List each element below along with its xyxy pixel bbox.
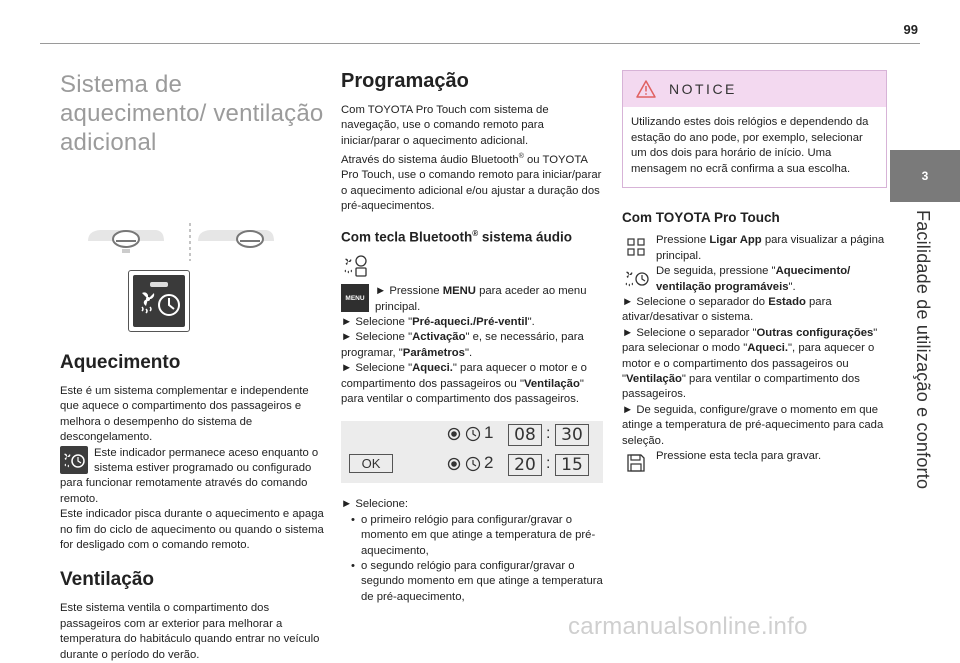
- watermark: carmanualsonline.info: [568, 613, 808, 640]
- pro-touch-step-5: ► De seguida, configure/grave o momento em que atinge a temperatura de pré-aquecimento para cada seleção.: [622, 403, 884, 447]
- preheat-timer-tile: [128, 270, 190, 332]
- clock-icon: [465, 426, 481, 442]
- chapter-number: 3: [921, 169, 929, 183]
- fan-clock-icon[interactable]: [622, 266, 650, 290]
- chapter-tab[interactable]: [890, 150, 960, 202]
- timer-display-panel: [341, 421, 603, 483]
- heating-icon-holder: [622, 264, 650, 292]
- list-item: • o primeiro relógio para configurar/gravar o momento em que atinge a temperatura de pré-aquecimento,: [351, 513, 604, 559]
- heating-paragraph-3: Este indicador pisca durante o aquecimento e apaga no fim do ciclo de aquecimento ou quando o sistema for desligado com o comando remoto.: [60, 508, 324, 552]
- pro-touch-step-4: ► Selecione o separador "Outras configurações" para selecionar o modo "Aqueci.", para aquecer o motor e o compartimento dos passageiros ou "Ventilação" para ventilar o compartimento dos passageiros.: [622, 326, 878, 401]
- chapter-title: Facilidade de utilização e conforto: [913, 210, 933, 490]
- fan-clock-icon: [136, 281, 182, 321]
- bluetooth-audio-heading: Com tecla Bluetooth® sistema áudio: [341, 228, 572, 245]
- step-preheat: ► Selecione "Pré-aqueci./Pré-ventil".: [341, 315, 535, 328]
- programming-heading: Programação: [341, 70, 469, 92]
- radio-dot-icon: [447, 427, 461, 441]
- ventilation-heading: Ventilação: [60, 569, 154, 591]
- timer-1-number: 1: [484, 423, 494, 443]
- pro-touch-step-1: Pressione Ligar App para visualizar a página principal.: [656, 234, 885, 262]
- notice-text: Utilizando estes dois relógios e dependendo da estação do ano pode, por exemplo, selecionar um dos dois para horário de início. Uma mensagem no ecrã confirma a sua escolha.: [631, 116, 869, 175]
- step-menu: ► Pressione MENU para aceder ao menu principal.: [375, 285, 587, 313]
- ventilation-paragraph: Este sistema ventila o compartimento dos passageiros com ar exterior para melhorar a temperatura do habitáculo quando entrar no veículo durante o período do verão.: [60, 602, 320, 661]
- chapter-sidebar: [890, 0, 960, 640]
- programming-intro-2: Através do sistema áudio Bluetooth® ou TOYOTA Pro Touch, use o comando remoto para iniciar/parar o aquecimento adicional e/ou ajustar a duração dos pré-aquecimentos.: [341, 153, 602, 213]
- heating-heading: Aquecimento: [60, 352, 181, 373]
- timer-2-colon: :: [546, 455, 551, 473]
- step-heating-mode: ► Selecione "Aqueci." para aquecer o motor e o compartimento dos passageiros ou "Ventilação" para ventilar o compartimento dos passageiros.: [341, 362, 587, 405]
- fan-clock-icon: [341, 253, 369, 279]
- section-title: Sistema de aquecimento/ ventilação adicional: [60, 71, 324, 156]
- page-number: 99: [903, 22, 918, 37]
- pro-touch-step-2: De seguida, pressione "Aquecimento/ ventilação programáveis".: [656, 265, 851, 293]
- programming-intro-1: Com TOYOTA Pro Touch com sistema de navegação, use o comando remoto para iniciar/parar o aquecimento adicional.: [341, 104, 549, 147]
- column-2: [341, 70, 604, 605]
- heating-app-icon-holder: [341, 252, 369, 280]
- warning-triangle-icon: [635, 79, 657, 99]
- clock-icon: [465, 456, 481, 472]
- step-activation: ► Selecione "Activação" e, se necessário, para programar, "Parâmetros".: [341, 331, 584, 359]
- timer-1-hours[interactable]: 08: [508, 424, 542, 446]
- apps-icon-holder: [622, 233, 650, 261]
- list-item: • o segundo relógio para configurar/gravar o segundo momento em que atinge a temperatura de pré-aquecimento,: [351, 559, 604, 605]
- timer-2-minutes[interactable]: 15: [555, 454, 589, 476]
- ok-button[interactable]: OK: [349, 454, 393, 473]
- save-icon-holder: [622, 449, 650, 477]
- pro-touch-step-6: Pressione esta tecla para gravar.: [656, 450, 822, 463]
- notice-header: [623, 71, 886, 107]
- heating-paragraph-1: Este é um sistema complementar e independente que aquece o compartimento dos passageiros e melhora o desempenho do sistema de descongelamento.: [60, 385, 309, 444]
- pro-touch-heading: Com TOYOTA Pro Touch: [622, 210, 780, 226]
- menu-key[interactable]: MENU: [341, 284, 369, 312]
- timer-1-minutes[interactable]: 30: [555, 424, 589, 446]
- notice-box: [622, 70, 887, 188]
- timer-1-colon: :: [546, 425, 551, 443]
- column-1: [60, 70, 325, 663]
- save-disk-icon[interactable]: [625, 452, 647, 474]
- timer-2-hours[interactable]: 20: [508, 454, 542, 476]
- timer-2-number: 2: [484, 453, 494, 473]
- apps-grid-icon[interactable]: [626, 237, 646, 257]
- select-list: [341, 513, 604, 605]
- notice-title: NOTICE: [669, 81, 737, 97]
- radio-dot-icon: [447, 457, 461, 471]
- column-3: [622, 70, 887, 479]
- steering-wheel-illustration: [60, 157, 325, 252]
- heater-indicator-tile: [60, 446, 88, 474]
- fan-clock-icon: [62, 449, 86, 471]
- heating-paragraph-2: Este indicador permanece aceso enquanto o sistema estiver programado ou configurado para funcionar remotamente através do comando remoto.: [60, 446, 319, 505]
- header-rule: [40, 43, 920, 44]
- steering-wheel-icon: [60, 157, 325, 252]
- select-label: ► Selecione:: [341, 498, 409, 511]
- pro-touch-step-3: ► Selecione o separador do Estado para ativar/desativar o sistema.: [622, 296, 832, 324]
